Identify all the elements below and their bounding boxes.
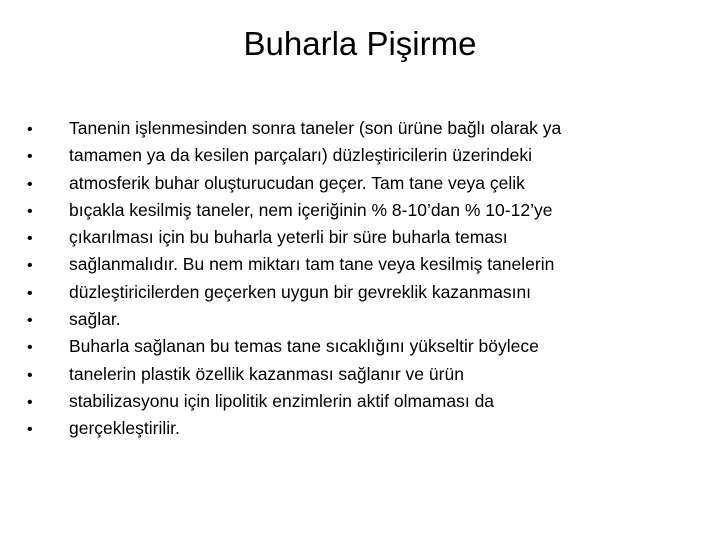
bullet-icon: • xyxy=(27,175,33,193)
bullet-icon: • xyxy=(27,121,33,138)
bullet-text: sağlar. xyxy=(69,309,121,330)
bullet-item xyxy=(27,145,677,172)
bullet-icon: • xyxy=(27,230,33,248)
bullet-item xyxy=(27,200,677,227)
bullet-text: çıkarılması için bu buharla yeterli bir süre buharla teması xyxy=(69,227,508,248)
bullet-text: düzleştiricilerden geçerken uygun bir gevreklik kazanmasını xyxy=(69,281,532,302)
bullet-icon: • xyxy=(27,312,33,330)
bullet-item xyxy=(27,336,677,363)
slide-title: Buharla Pişirme xyxy=(243,25,477,62)
bullet-item xyxy=(27,309,677,336)
bullet-text: stabilizasyonu için lipolitik enzimlerin aktif olmaması da xyxy=(69,390,495,411)
bullet-icon: • xyxy=(27,339,33,357)
bullet-text: sağlanmalıdır. Bu nem miktarı tam tane veya kesilmiş tanelerin xyxy=(69,254,555,275)
bullet-icon: • xyxy=(27,202,33,220)
bullet-text: gerçekleştirilir. xyxy=(69,418,180,439)
bullet-text: Buharla sağlanan bu temas tane sıcaklığını yükseltir böylece xyxy=(69,336,539,357)
bullet-text: bıçakla kesilmiş taneler, nem içeriğinin % 8-10’dan % 10-12’ye xyxy=(69,199,553,220)
bullet-icon: • xyxy=(27,284,33,302)
bullet-text: tanelerin plastik özellik kazanması sağlanır ve ürün xyxy=(69,363,464,384)
bullet-text: atmosferik buhar oluşturucudan geçer. Tam tane veya çelik xyxy=(69,172,525,193)
bullet-item xyxy=(27,227,677,254)
bullet-icon: • xyxy=(27,148,33,166)
bullet-item xyxy=(27,254,677,281)
bullet-text: tamamen ya da kesilen parçaları) düzleştiricilerin üzerindeki xyxy=(69,145,532,166)
bullet-text: Tanenin işlenmesinden sonra taneler (son ürüne bağlı olarak ya xyxy=(69,118,562,138)
bullet-item xyxy=(27,391,677,418)
bullet-item xyxy=(27,364,677,391)
bullet-icon: • xyxy=(27,421,33,439)
bullet-item xyxy=(27,118,677,145)
bullet-item xyxy=(27,282,677,309)
bullet-item xyxy=(27,173,677,200)
bullet-icon: • xyxy=(27,393,33,411)
bullet-list xyxy=(27,118,677,446)
bullet-item xyxy=(27,418,677,445)
bullet-icon: • xyxy=(27,366,33,384)
bullet-icon: • xyxy=(27,257,33,275)
